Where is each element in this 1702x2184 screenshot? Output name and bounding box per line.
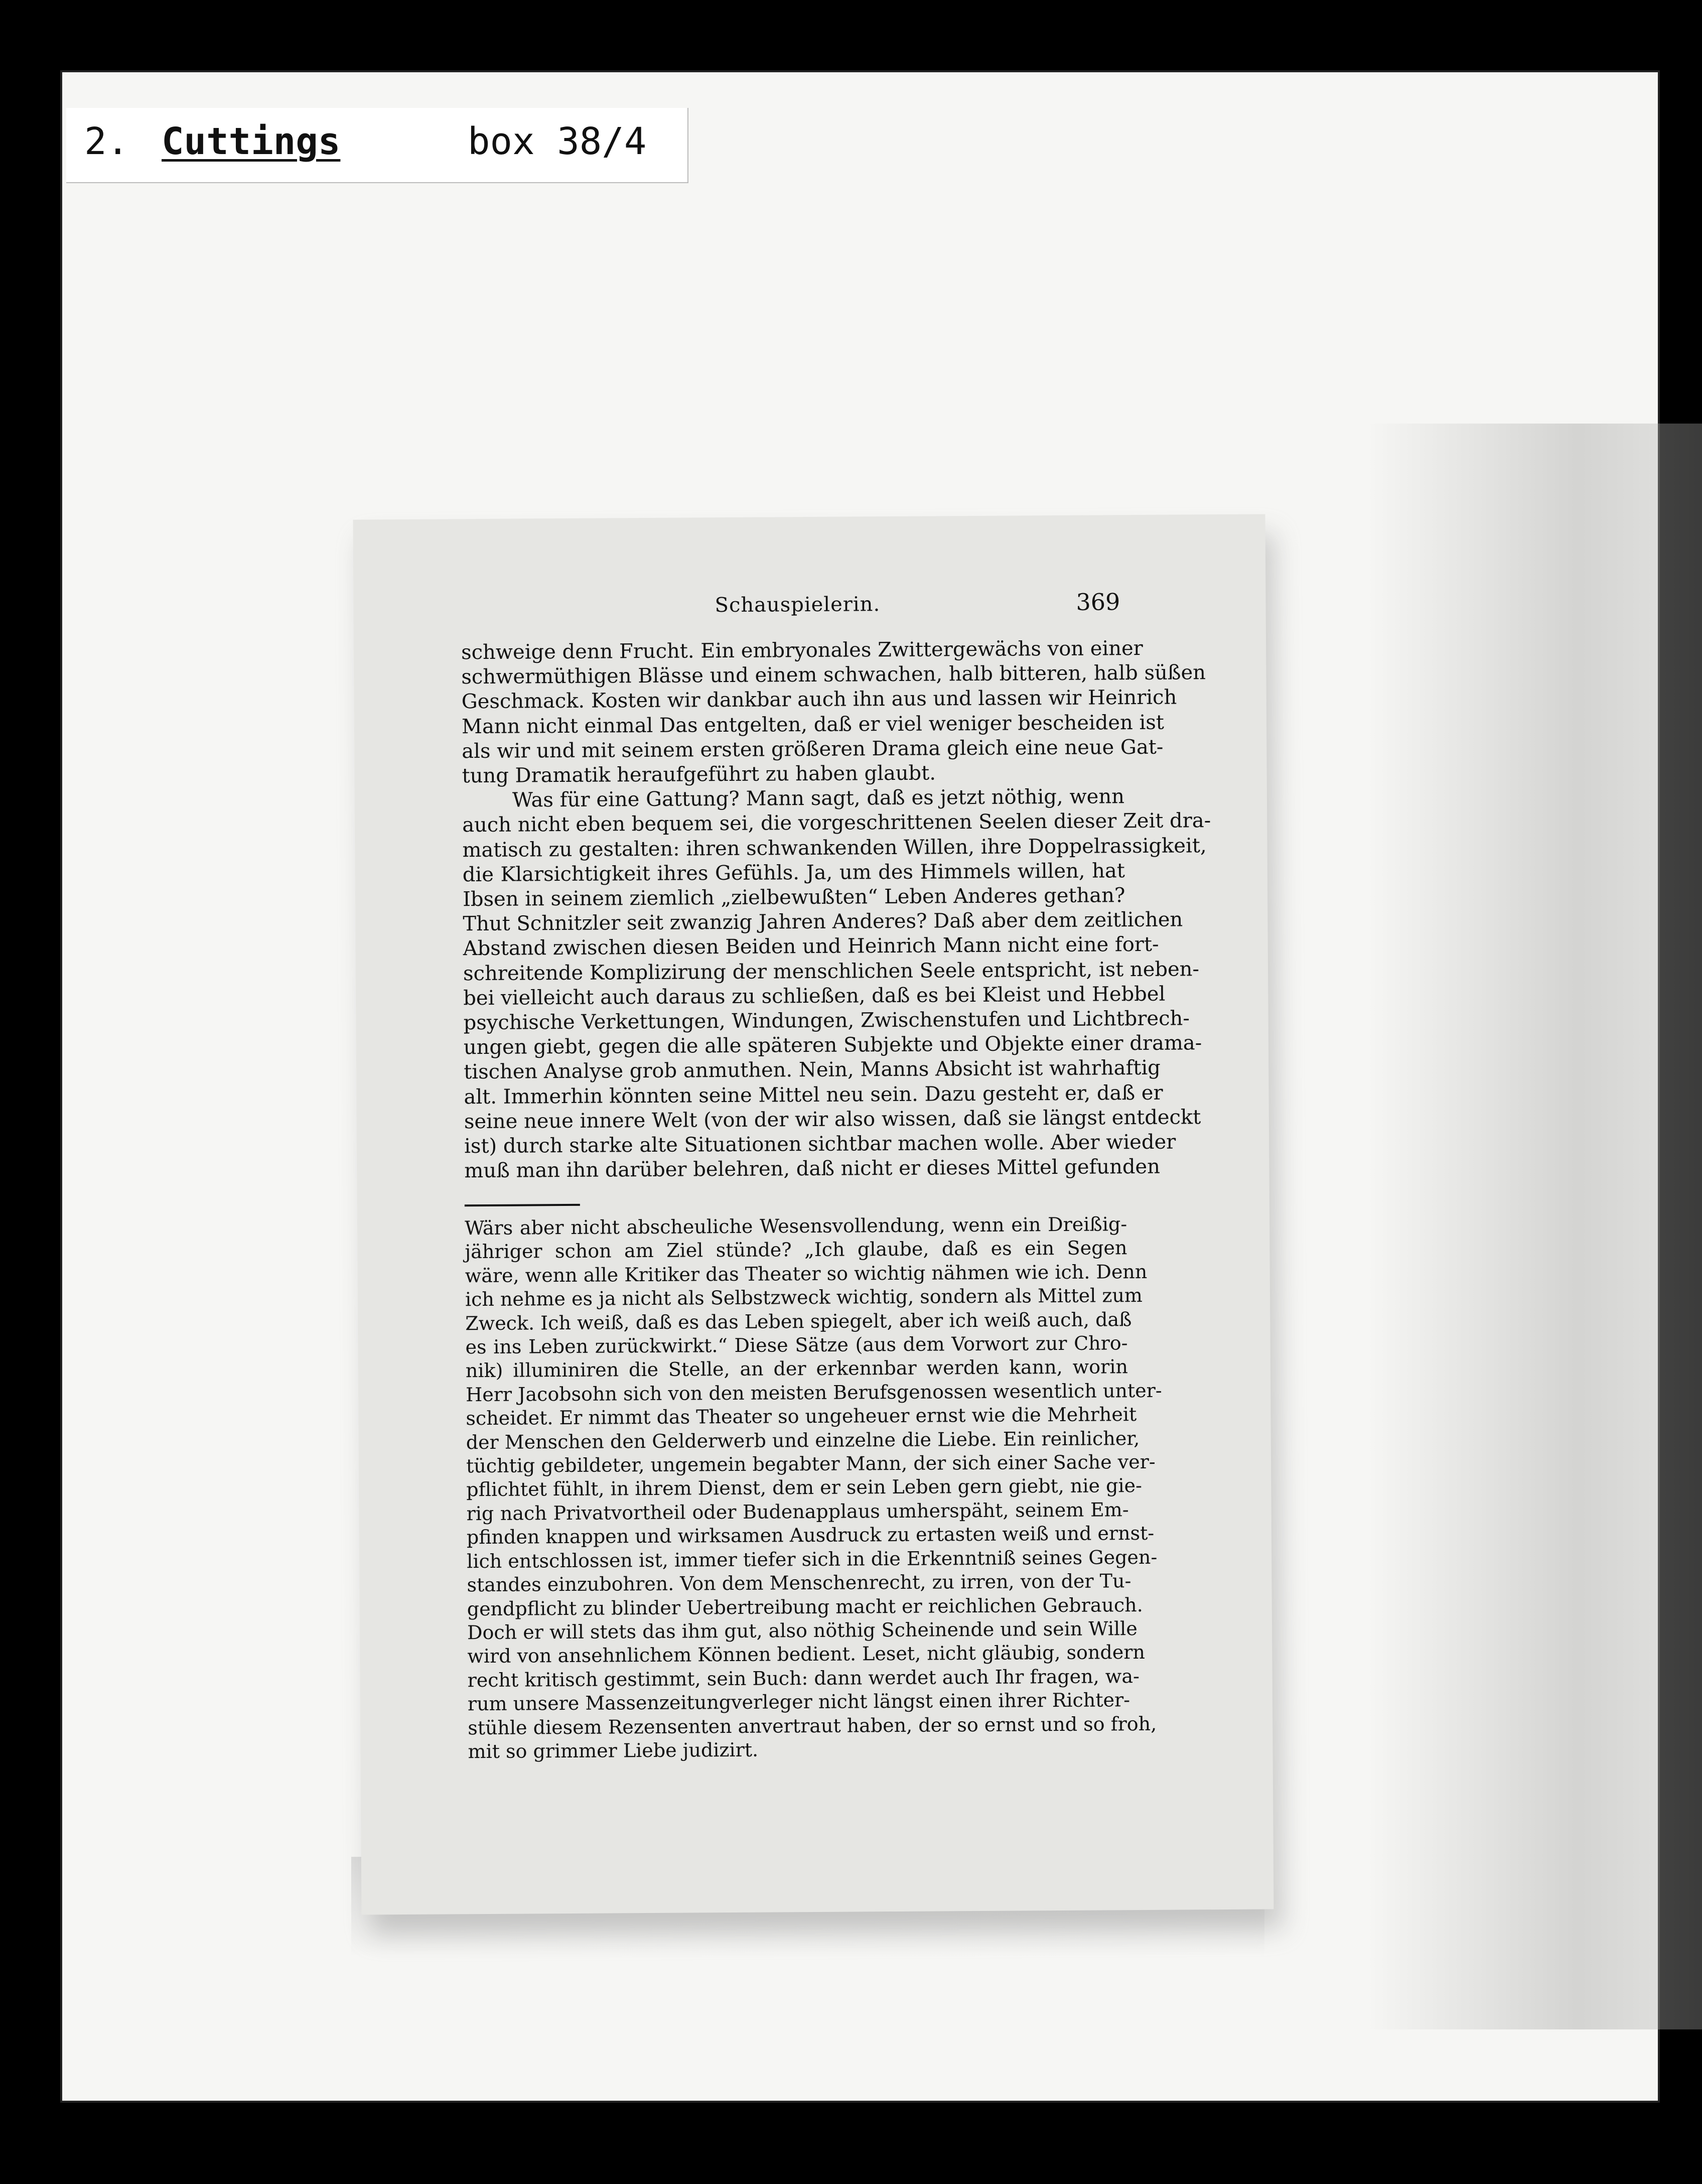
footnote-line: tüchtig gebildeter, ungemein begabter Mann, der sich einer Sache ver- [466, 1450, 1156, 1477]
footnote-line: rum unsere Massenzeitungverleger nicht längst einen ihrer Richter- [467, 1689, 1130, 1715]
footnote-line: recht kritisch gestimmt, sein Buch: dann werdet auch Ihr fragen, wa- [467, 1665, 1140, 1691]
footnote-line: Zweck. Ich weiß, daß es das Leben spiegelt, aber ich weiß auch, daß [465, 1308, 1132, 1334]
text-line: schweige denn Frucht. Ein embryonales Zwittergewächs von einer [461, 636, 1143, 664]
label-box: box 38/4 [468, 120, 647, 163]
text-line: tung Dramatik heraufgeführt zu haben glaubt. [462, 761, 936, 788]
footnote-line: Wärs aber nicht abscheuliche Wesensvollendung, wenn ein Dreißig- [465, 1213, 1127, 1240]
running-head: Schauspielerin. [715, 593, 881, 617]
footnote-line: es ins Leben zurückwirkt.“ Diese Sätze (aus dem Vorwort zur Chro- [465, 1332, 1128, 1358]
text-line: schreitende Komplizirung der menschlichen Seele entspricht, ist neben- [463, 957, 1200, 985]
footnote-line: wird von ansehnlichem Können bedient. Leset, nicht gläubig, sondern [467, 1641, 1146, 1668]
archive-label [66, 108, 688, 183]
footnote-line: ich nehme es ja nicht als Selbstzweck wichtig, sondern als Mittel zum [465, 1284, 1143, 1311]
newspaper-clipping [353, 514, 1274, 1915]
footnote-line: Herr Jacobsohn sich von den meisten Berufsgenossen wesentlich unter- [466, 1379, 1162, 1406]
text-line: Was für eine Gattung? Mann sagt, daß es jetzt nöthig, wenn [512, 785, 1125, 812]
page-number: 369 [1076, 588, 1120, 616]
footnote-line: pflichtet fühlt, in ihrem Dienst, dem er sein Leben gern giebt, nie gie- [466, 1474, 1143, 1501]
footnote-line: Doch er will stets das ihm gut, also nöthig Scheinende und sein Wille [467, 1617, 1138, 1644]
text-line: muß man ihn darüber belehren, daß nicht er dieses Mittel gefunden [464, 1155, 1161, 1183]
label-category: Cuttings [162, 120, 341, 163]
footnote-line: scheidet. Er nimmt das Theater so ungeheuer ernst wie die Mehrheit [466, 1403, 1137, 1430]
sheet-shadow [1367, 424, 1702, 2029]
text-line: matisch zu gestalten: ihren schwankenden Willen, ihre Doppelrassigkeit, [462, 834, 1207, 862]
text-line: ungen giebt, gegen die alle späteren Subjekte und Objekte einer drama- [463, 1031, 1202, 1059]
text-line: schwermüthigen Blässe und einem schwachen, halb bitteren, halb süßen [461, 661, 1206, 689]
main-text [461, 636, 1211, 1184]
text-line: bei vielleicht auch daraus zu schließen, daß es bei Kleist und Hebbel [463, 982, 1166, 1010]
text-line: Mann nicht einmal Das entgelten, daß er viel weniger bescheiden ist [461, 711, 1165, 738]
text-line: tischen Analyse grob anmuthen. Nein, Manns Absicht ist wahrhaftig [464, 1056, 1161, 1084]
text-line: als wir und mit seinem ersten größeren Drama gleich eine neue Gat- [462, 735, 1164, 763]
footnote-line: der Menschen den Gelderwerb und einzelne die Liebe. Ein reinlicher, [466, 1427, 1140, 1453]
footnote-rule [465, 1204, 580, 1206]
label-number: 2. [84, 120, 129, 163]
text-line: auch nicht eben bequem sei, die vorgeschrittenen Seelen dieser Zeit dra- [462, 809, 1211, 837]
footnote-line: lich entschlossen ist, immer tiefer sich in die Erkenntniß seines Gegen- [467, 1546, 1158, 1572]
footnote-line: pfinden knappen und wirksamen Ausdruck zu ertasten weiß und ernst- [466, 1522, 1155, 1549]
footnote-line: jähriger schon am Ziel stünde? „Ich glaube, daß es ein Segen [465, 1237, 1127, 1263]
page-header [353, 590, 1265, 626]
footnote-line: rig nach Privatvortheil oder Budenapplaus umherspäht, seinem Em- [466, 1498, 1129, 1525]
footnote-line: mit so grimmer Liebe judizirt. [468, 1738, 759, 1763]
footnote-text [465, 1212, 1162, 1763]
text-line: seine neue innere Welt (von der wir also wissen, daß sie längst entdeckt [464, 1106, 1201, 1134]
footnote-line: nik) illuminiren die Stelle, an der erkennbar werden kann, worin [465, 1355, 1128, 1382]
text-line: Geschmack. Kosten wir dankbar auch ihn aus und lassen wir Heinrich [461, 686, 1177, 714]
text-line: psychische Verkettungen, Windungen, Zwischenstufen und Lichtbrech- [463, 1007, 1190, 1035]
text-line: alt. Immerhin könnten seine Mittel neu sein. Dazu gesteht er, daß er [464, 1081, 1163, 1109]
footnote-line: gendpflicht zu blinder Uebertreibung macht er reichlichen Gebrauch. [467, 1593, 1143, 1620]
text-line: die Klarsichtigkeit ihres Gefühls. Ja, um des Himmels willen, hat [462, 859, 1125, 887]
footnote-line: wäre, wenn alle Kritiker das Theater so wichtig nähmen wie ich. Denn [465, 1260, 1148, 1287]
footnote-line: standes einzubohren. Von dem Menschenrecht, zu irren, von der Tu- [467, 1570, 1131, 1596]
footnote-line: stühle diesem Rezensenten anvertraut haben, der so ernst und so froh, [468, 1712, 1157, 1739]
text-line: Ibsen in seinem ziemlich „zielbewußten“ Leben Anderes gethan? [463, 884, 1125, 911]
text-line: ist) durch starke alte Situationen sichtbar machen wolle. Aber wieder [464, 1130, 1176, 1158]
text-line: Thut Schnitzler seit zwanzig Jahren Anderes? Daß aber dem zeitlichen [463, 908, 1183, 936]
text-line: Abstand zwischen diesen Beiden und Heinrich Mann nicht eine fort- [463, 933, 1159, 961]
